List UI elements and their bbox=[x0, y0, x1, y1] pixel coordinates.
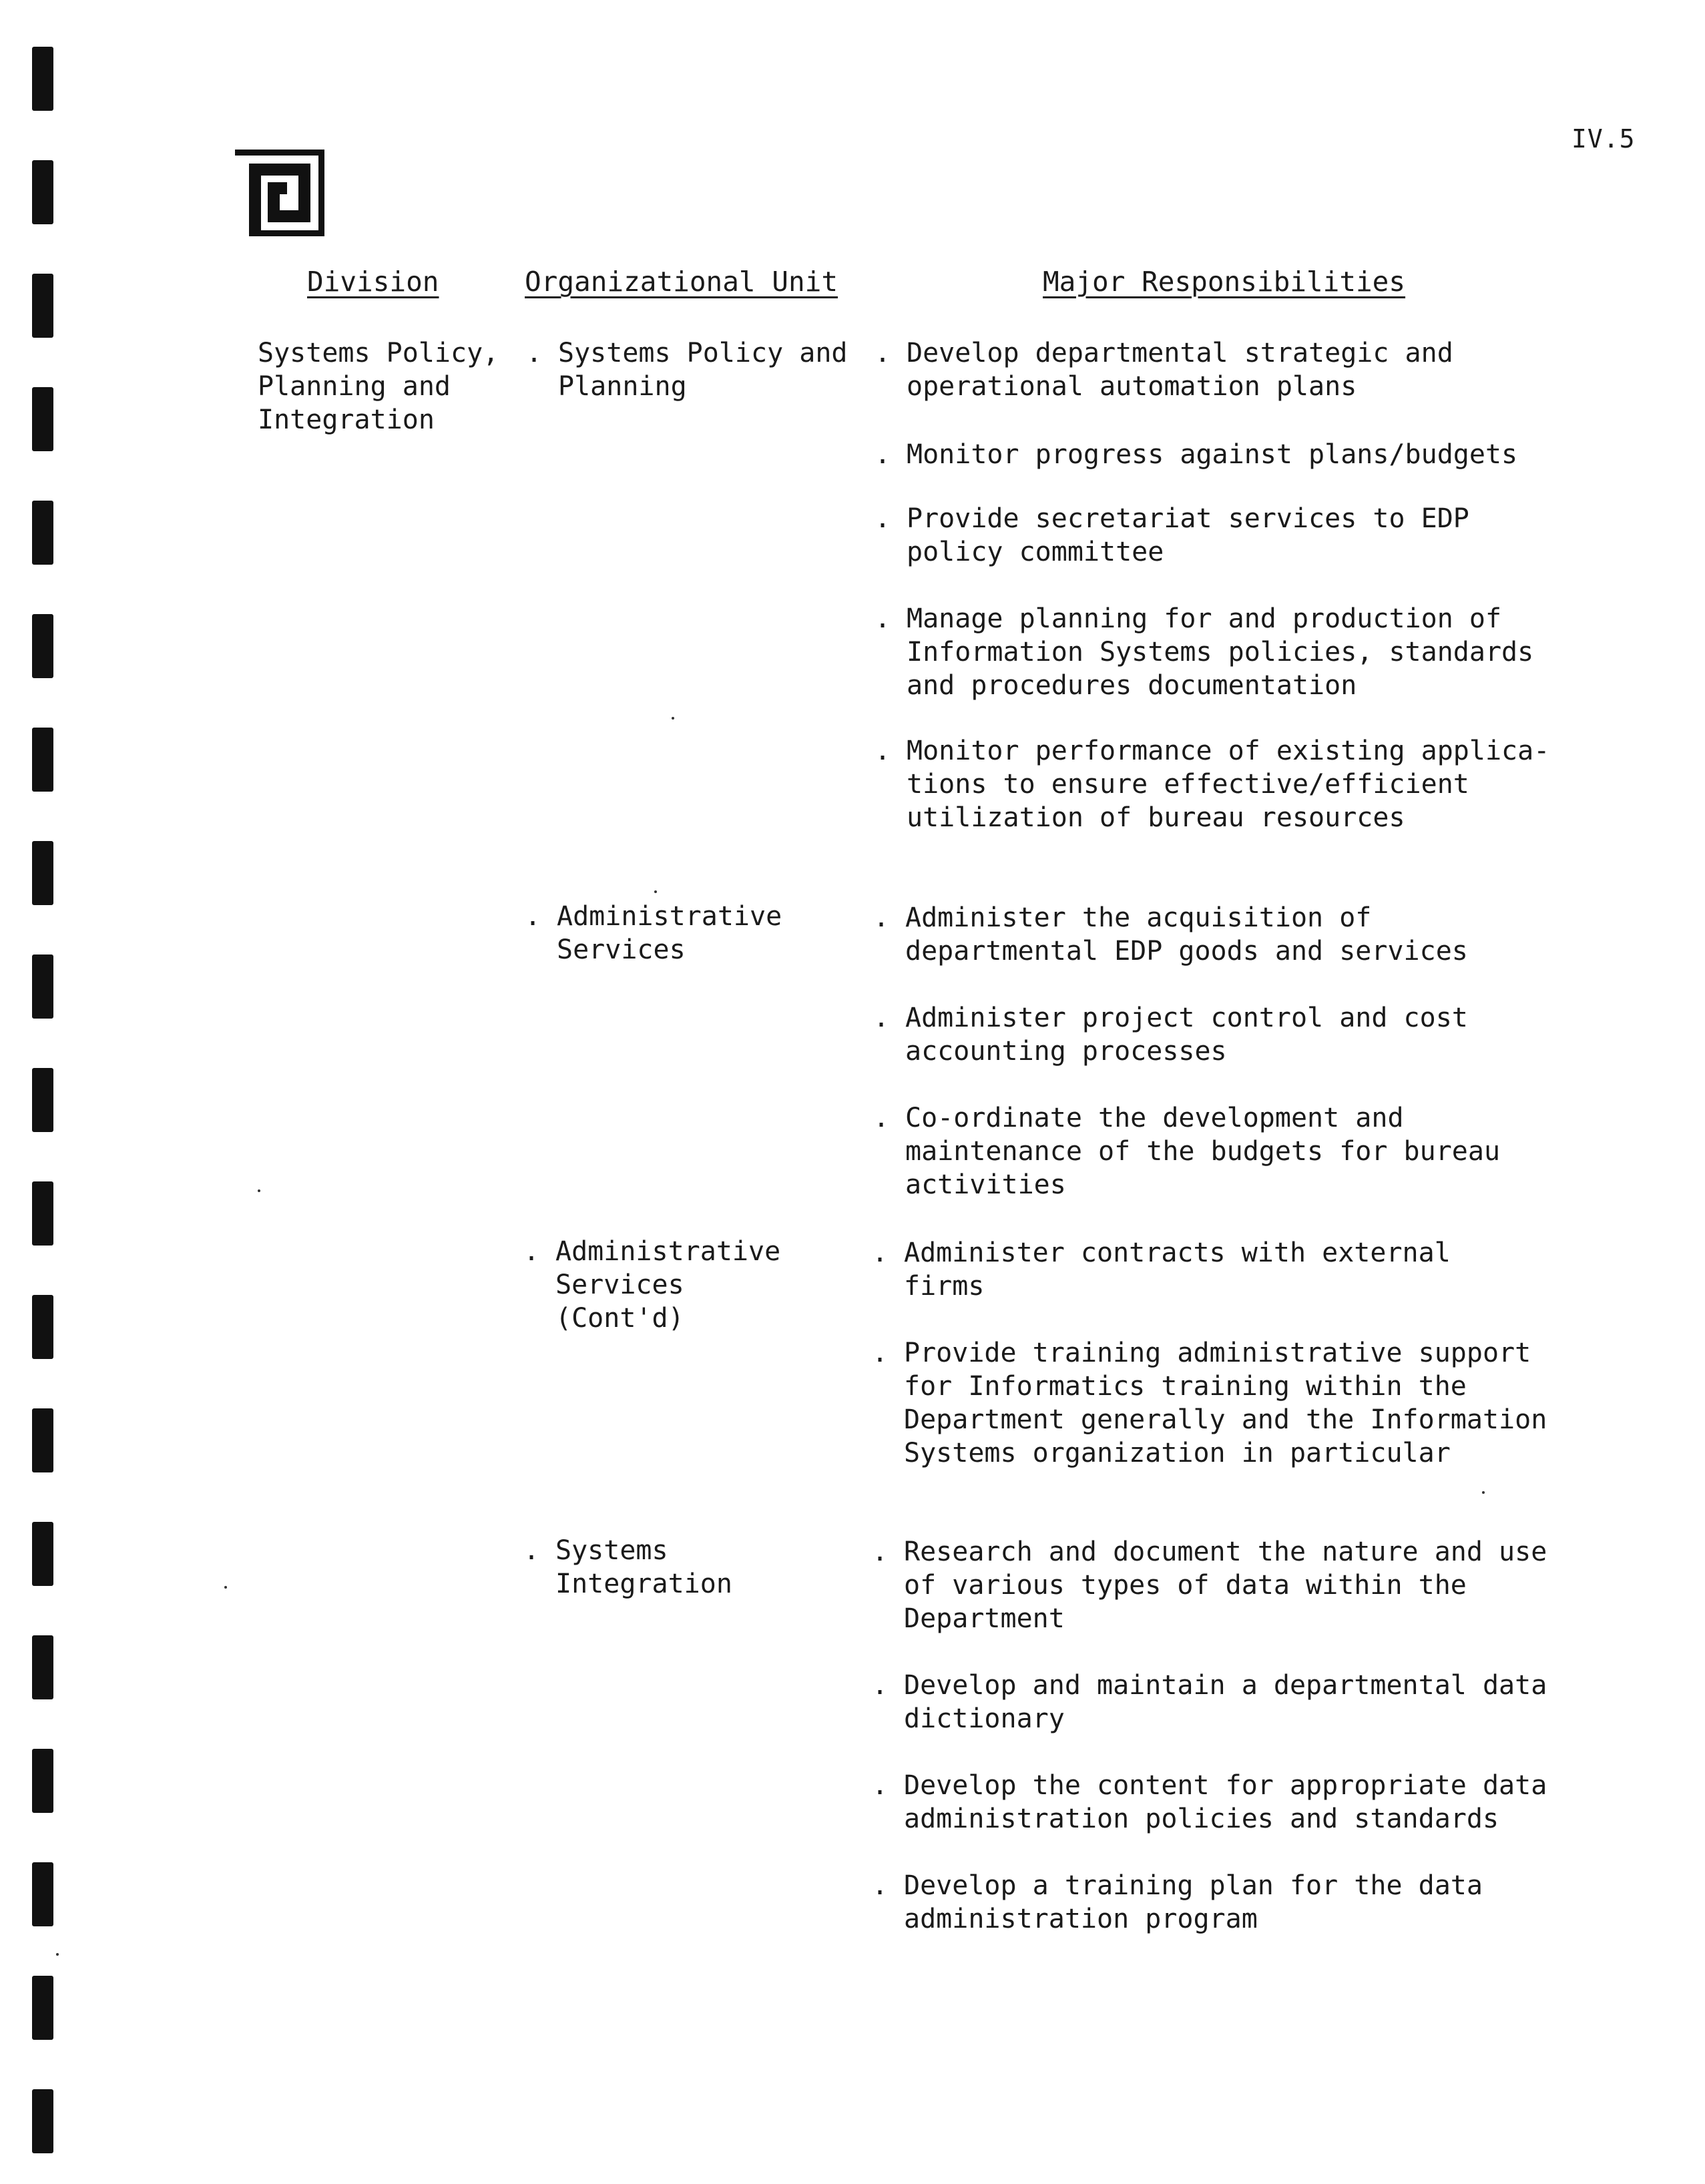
responsibility-item: Co-ordinate the development and maintenance of the budgets for bureau activities bbox=[905, 1103, 1501, 1200]
responsibility-bullet: . bbox=[875, 338, 891, 368]
punch-hole bbox=[32, 274, 53, 338]
responsibility-bullet: . bbox=[873, 902, 890, 933]
division-name: Systems Policy, Planning and Integration bbox=[258, 338, 499, 435]
punch-hole bbox=[32, 160, 53, 224]
responsibility-item: Provide secretariat services to EDP policy committee bbox=[907, 503, 1469, 567]
unit-name: Administrative Services (Cont'd) bbox=[555, 1236, 781, 1334]
responsibility-bullet: . bbox=[873, 1003, 890, 1033]
responsibility-item: Develop the content for appropriate data administration policies and standards bbox=[904, 1770, 1547, 1834]
punch-hole bbox=[32, 1976, 53, 2040]
unit-bullet: . bbox=[526, 338, 543, 368]
unit-bullet: . bbox=[523, 1236, 540, 1267]
unit-bullet: . bbox=[523, 1535, 540, 1566]
responsibility-bullet: . bbox=[873, 1103, 890, 1133]
unit-bullet: . bbox=[525, 901, 541, 932]
punch-hole bbox=[32, 954, 53, 1019]
punch-hole bbox=[32, 1749, 53, 1813]
column-header-organizational-unit: Organizational Unit bbox=[525, 266, 838, 298]
unit-name: Administrative Services bbox=[557, 901, 782, 965]
punch-hole bbox=[32, 47, 53, 111]
unit-name: Systems Integration bbox=[555, 1535, 732, 1599]
punch-hole bbox=[32, 1068, 53, 1132]
punch-hole bbox=[32, 841, 53, 905]
punch-hole bbox=[32, 2089, 53, 2153]
responsibility-item: Administer contracts with external firms bbox=[904, 1238, 1451, 1302]
responsibility-item: Manage planning for and production of Information Systems policies, standards and procedures documentation bbox=[907, 603, 1534, 701]
unit-name: Systems Policy and Planning bbox=[558, 338, 848, 402]
responsibility-bullet: . bbox=[872, 1238, 889, 1268]
scan-speck bbox=[56, 1953, 59, 1956]
punch-hole bbox=[32, 1408, 53, 1472]
responsibility-item: Develop and maintain a departmental data dictionary bbox=[904, 1670, 1547, 1734]
responsibility-item: Research and document the nature and use of various types of data within the Department bbox=[904, 1537, 1547, 1634]
square-spiral-logo-icon bbox=[235, 150, 324, 236]
scan-speck bbox=[654, 890, 657, 893]
scan-speck bbox=[224, 1586, 227, 1589]
punch-hole bbox=[32, 1295, 53, 1359]
responsibility-item: Monitor progress against plans/budgets bbox=[907, 439, 1518, 470]
punch-hole bbox=[32, 1181, 53, 1246]
page-number: IV.5 bbox=[1571, 124, 1636, 154]
responsibility-item: Provide training administrative support for Informatics training within the Department generally and the Information Systems organization in particular bbox=[904, 1338, 1547, 1468]
punch-hole bbox=[32, 1862, 53, 1926]
responsibility-bullet: . bbox=[872, 1537, 889, 1567]
responsibility-bullet: . bbox=[872, 1338, 889, 1368]
responsibility-item: Develop departmental strategic and operational automation plans bbox=[907, 338, 1453, 402]
scan-speck bbox=[672, 717, 674, 720]
punch-hole bbox=[32, 1635, 53, 1699]
punch-hole bbox=[32, 728, 53, 792]
responsibility-bullet: . bbox=[875, 503, 891, 534]
responsibility-bullet: . bbox=[875, 439, 891, 470]
responsibility-bullet: . bbox=[872, 1870, 889, 1901]
punch-hole bbox=[32, 387, 53, 451]
column-header-division: Division bbox=[307, 266, 439, 298]
punch-hole bbox=[32, 501, 53, 565]
punch-hole bbox=[32, 614, 53, 678]
column-header-major-responsibilities: Major Responsibilities bbox=[1043, 266, 1406, 298]
responsibility-item: Monitor performance of existing applica- tions to ensure effective/efficient utilization of bureau resources bbox=[907, 736, 1550, 833]
responsibility-bullet: . bbox=[875, 603, 891, 634]
responsibility-item: Administer project control and cost accounting processes bbox=[905, 1003, 1468, 1067]
responsibility-bullet: . bbox=[875, 736, 891, 766]
scan-speck bbox=[1482, 1491, 1485, 1494]
punch-hole bbox=[32, 1522, 53, 1586]
responsibility-bullet: . bbox=[872, 1770, 889, 1801]
responsibility-item: Administer the acquisition of departmental EDP goods and services bbox=[905, 902, 1468, 967]
responsibility-bullet: . bbox=[872, 1670, 889, 1701]
scan-speck bbox=[258, 1189, 260, 1192]
responsibility-item: Develop a training plan for the data administration program bbox=[904, 1870, 1483, 1934]
